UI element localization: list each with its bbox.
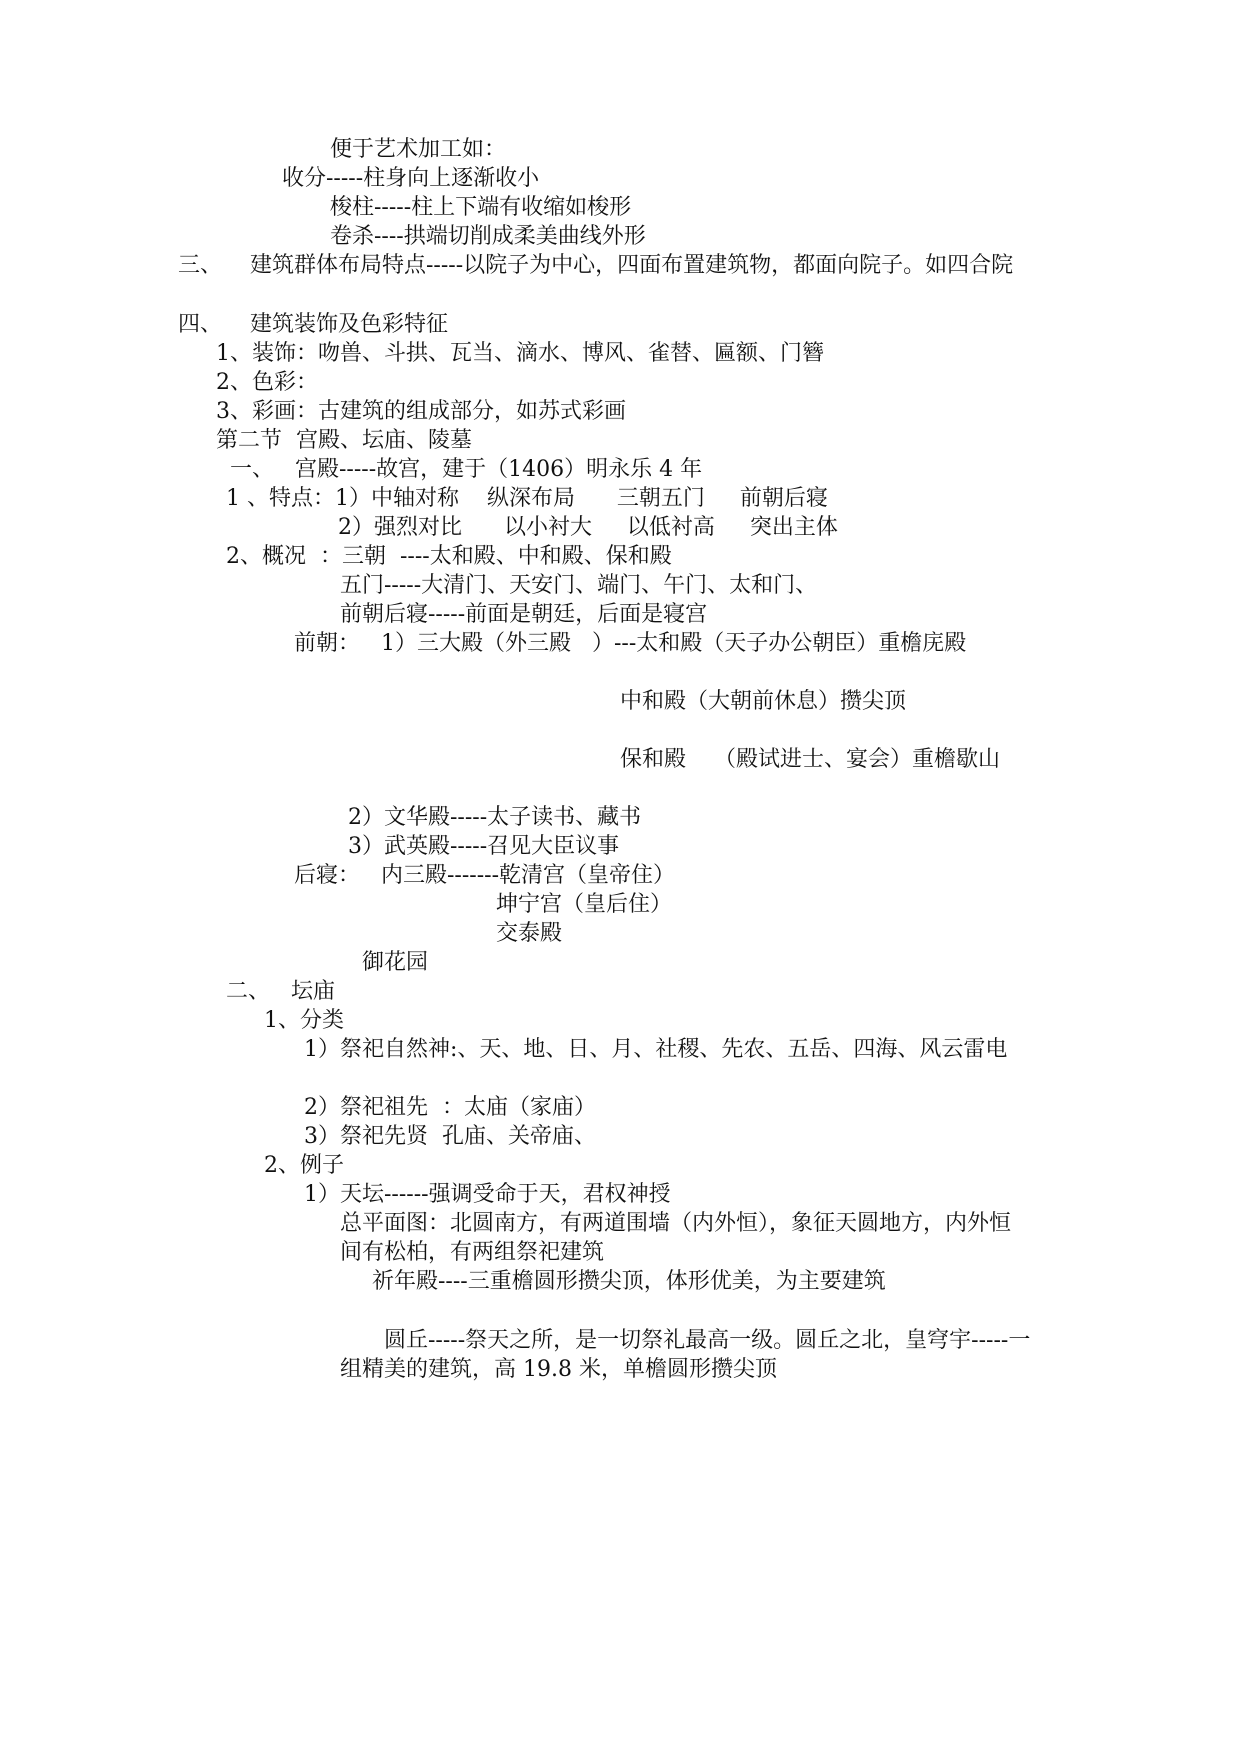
text-line: 2、概况 ：三朝 ----太和殿、中和殿、保和殿 (226, 544, 672, 569)
text-line: 祈年殿----三重檐圆形攒尖顶，体形优美，为主要建筑 (372, 1269, 886, 1294)
text-line: 组精美的建筑，高 19.8 米，单檐圆形攒尖顶 (340, 1357, 777, 1382)
text-line: 前朝后寝-----前面是朝廷，后面是寝宫 (340, 602, 708, 627)
text-line: 交泰殿 (496, 921, 563, 946)
text-line: 卷杀----拱端切削成柔美曲线外形 (330, 224, 646, 249)
text-line: 坤宁宫（皇后住） (496, 892, 673, 917)
text-line: 2、色彩： (216, 370, 318, 395)
section-heading: 二、 坛庙 (226, 979, 335, 1004)
text-line: 1、装饰：吻兽、斗拱、瓦当、滴水、博风、雀替、匾额、门簪 (216, 341, 824, 366)
text-line: 梭柱-----柱上下端有收缩如梭形 (330, 195, 632, 220)
text-line: 2）祭祀祖先 ：太庙（家庙） (304, 1095, 596, 1120)
text-line: 后寝： 内三殿-------乾清宫（皇帝住） (294, 863, 676, 888)
text-line: 收分-----柱身向上逐渐收小 (282, 166, 540, 191)
chapter-heading: 第二节 宫殿、坛庙、陵墓 (216, 428, 472, 453)
text-line: 1、分类 (264, 1008, 344, 1033)
text-line: 3）祭祀先贤 孔庙、关帝庙、 (304, 1124, 596, 1149)
text-line: 1 、特点：1）中轴对称 纵深布局 三朝五门 前朝后寝 (226, 486, 828, 511)
text-line: 间有松柏，有两组祭祀建筑 (340, 1240, 605, 1265)
text-line: 总平面图：北圆南方，有两道围墙（内外恒），象征天圆地方，内外恒 (340, 1211, 1012, 1236)
text-line: 前朝： 1）三大殿（外三殿 ）---太和殿（天子办公朝臣）重檐庑殿 (294, 631, 967, 656)
text-line: 2、例子 (264, 1153, 344, 1178)
text-line: 便于艺术加工如： (330, 137, 507, 162)
text-line: 中和殿（大朝前休息）攒尖顶 (620, 689, 907, 714)
text-line: 保和殿 （殿试进士、宴会）重檐歇山 (620, 747, 1000, 772)
text-line: 1）天坛------强调受命于天，君权神授 (304, 1182, 671, 1207)
section-heading: 一、 宫殿-----故宫，建于（1406）明永乐 4 年 (230, 457, 703, 482)
section-heading: 三、 建筑群体布局特点-----以院子为中心，四面布置建筑物，都面向院子。如四合院 (178, 253, 1014, 278)
text-line: 五门-----大清门、天安门、端门、午门、太和门、 (340, 573, 818, 598)
text-line: 1）祭祀自然神:、天、地、日、月、社稷、先农、五岳、四海、风云雷电 (304, 1037, 1008, 1062)
text-line: 御花园 (362, 950, 429, 975)
text-line: 3、彩画：古建筑的组成部分，如苏式彩画 (216, 399, 626, 424)
text-line: 3）武英殿-----召见大臣议事 (348, 834, 620, 859)
text-line: 2）强烈对比 以小衬大 以低衬高 突出主体 (338, 515, 838, 540)
text-line: 2）文华殿-----太子读书、藏书 (348, 805, 642, 830)
section-heading: 四、 建筑装饰及色彩特征 (178, 312, 448, 337)
text-line: 圆丘-----祭天之所，是一切祭礼最高一级。圆丘之北，皇穹宇-----一 (384, 1328, 1031, 1353)
